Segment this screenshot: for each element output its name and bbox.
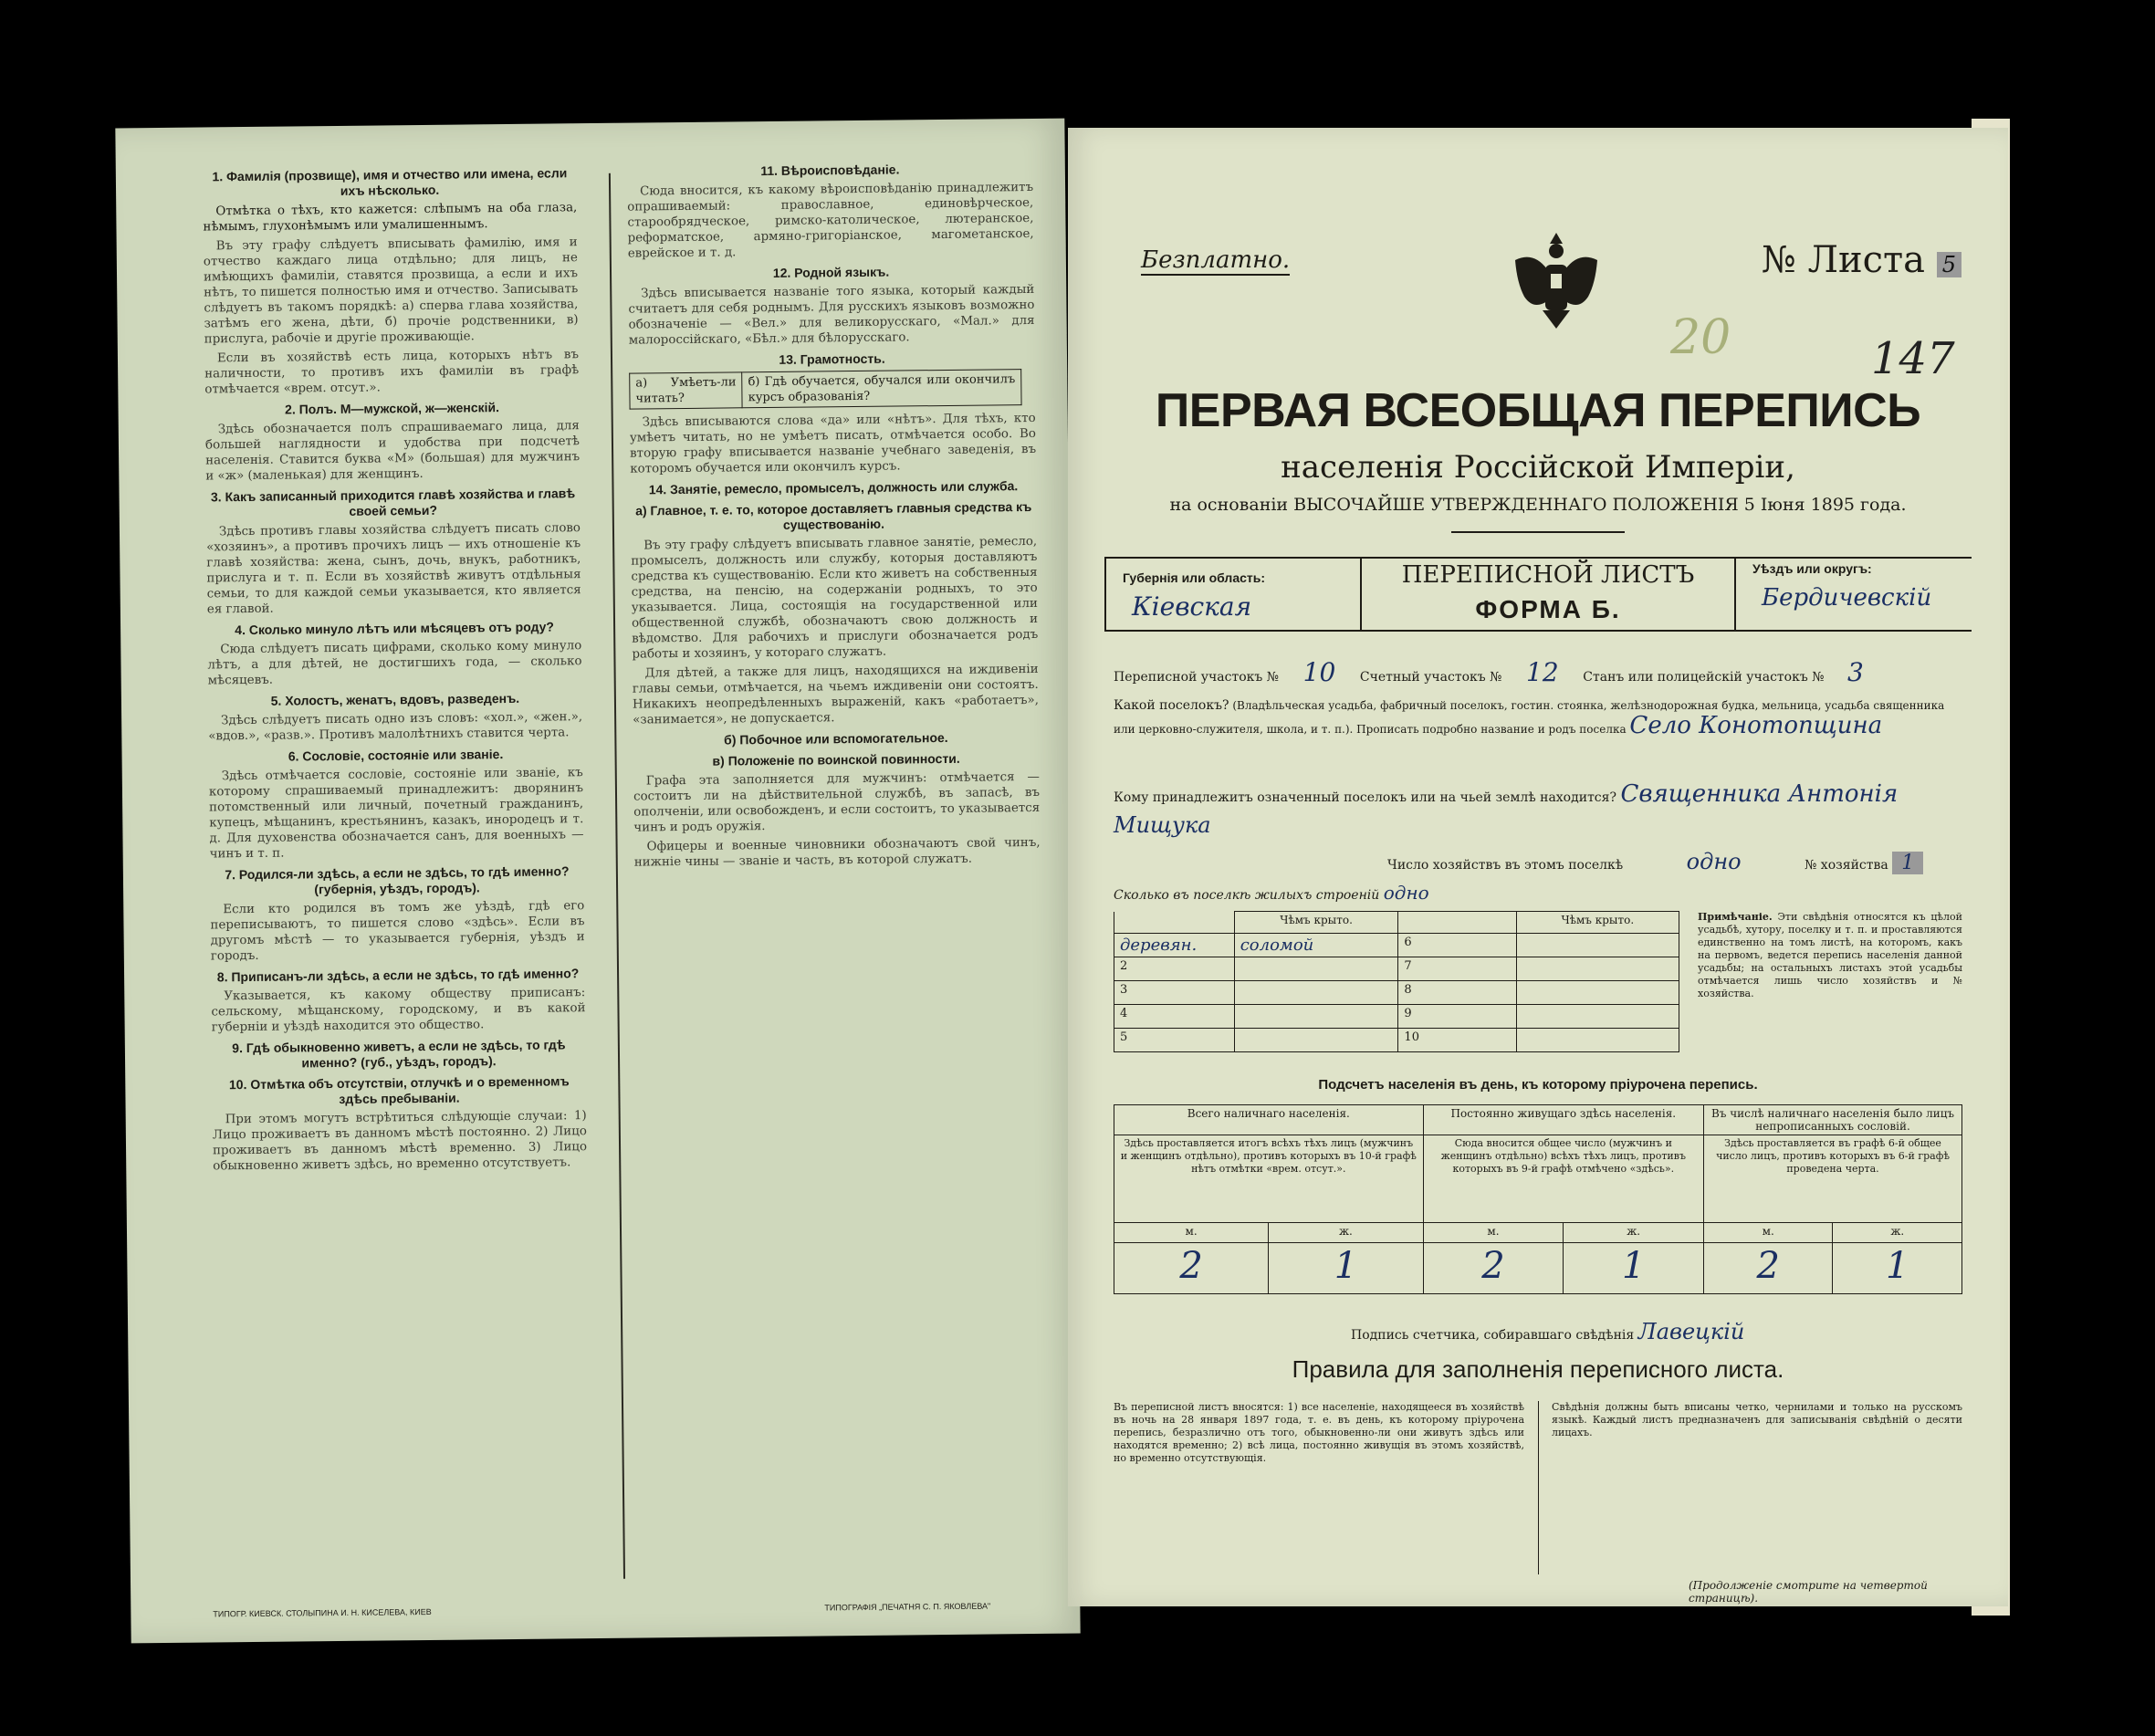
police-area-value: 3	[1846, 657, 1864, 687]
census-form-page	[1068, 128, 2008, 1606]
tally-value: 1	[1564, 1243, 1704, 1294]
bt-cell: 8	[1398, 981, 1516, 1005]
bt-head-roof: Чѣмъ крыто.	[1234, 912, 1398, 934]
province-label: Губернія или область:	[1123, 570, 1266, 585]
section-heading: 12. Родной языкъ.	[772, 264, 890, 280]
subhead-a: а) Умѣетъ-ли читать?	[630, 372, 743, 409]
section-heading: 14. Занятіе, ремесло, промыселъ, должность или служба.	[648, 478, 1019, 497]
free-label: Безплатно.	[1141, 246, 1291, 274]
instructions-column-left	[203, 160, 588, 1177]
precinct-value: 10	[1302, 657, 1336, 687]
bt-cell	[1234, 981, 1398, 1005]
continued-note: (Продолженіе смотрите на четвертой страницѣ).	[1689, 1579, 1928, 1605]
decree-line: на основаніи ВЫСОЧАЙШЕ УТВЕРЖДЕННАГО ПОЛОЖЕНІЯ 5 Іюня 1895 года.	[1169, 495, 1907, 515]
literacy-subheads	[629, 369, 1021, 410]
settlement-value: Село Конотопщина	[1629, 712, 1883, 739]
counter-signature-line	[1351, 1319, 1744, 1344]
bt-cell	[1516, 1029, 1679, 1052]
male-label: м.	[1704, 1223, 1833, 1243]
body-text: Здѣсь вписываются слова «да» или «нѣтъ». Для тѣхъ, кто умѣетъ читать, но не умѣетъ писать, отмѣчается особо. Во вторую графу вписывается названіе учебнаго заведенія, въ которомъ обучается или окончилъ курсъ.	[629, 411, 1037, 476]
section-heading: 6. Сословіе, состояніе или званіе.	[288, 747, 504, 764]
counter-signature: Лавецкій	[1637, 1319, 1745, 1344]
buildings-value: одно	[1383, 882, 1429, 904]
rule	[1104, 557, 1972, 559]
bt-head	[1114, 912, 1235, 934]
body-text: Здѣсь обозначается полъ спрашиваемаго лица, для большей наглядности и удобства при подсчетѣ населенія. Ставится буква «М» (большая) для мужчинъ и «ж» (маленькая) для женщинъ.	[204, 419, 581, 484]
tally-value: 2	[1423, 1243, 1564, 1294]
section-heading: а) Главное, т. е. то, которое доставляетъ главныя средства къ существованію.	[635, 499, 1032, 532]
bt-cell	[1234, 1029, 1398, 1052]
body-text: Сюда вносится, къ какому вѣроисповѣданію принадлежитъ опрашиваемый: православное, единовѣрческое, старообрядческое, римско-католическое, лютеранское, реформатское, армяно-григоріанское, магометанское, еврейское и т. д.	[627, 180, 1034, 261]
body-text: Офицеры и военные чиновники обозначаютъ свой чинъ, нижніе чины — званіе и часть, въ которой служатъ.	[633, 835, 1041, 870]
bt-head	[1398, 912, 1516, 934]
precinct-line	[1114, 657, 1883, 687]
rule	[1104, 557, 1106, 632]
bt-cell: 3	[1114, 981, 1235, 1005]
section-heading: в) Положеніе по воинской повинности.	[712, 750, 960, 769]
printer-imprint: ТИПОГР. КИЕВСК. СТОЛЫПИНА И. Н. КИСЕЛЕВА, КИЕВ	[213, 1606, 432, 1619]
settlement-line	[1114, 695, 1962, 739]
section-heading: 1. Фамилія (прозвище), имя и отчество или имена, если ихъ нѣсколько.	[212, 165, 568, 198]
bt-cell	[1114, 934, 1235, 957]
census-sheet-title: ПЕРЕПИСНОЙ ЛИСТЪ	[1401, 561, 1695, 589]
district-label: Уѣздъ или округъ:	[1752, 561, 1872, 576]
bt-cell: 9	[1398, 1005, 1516, 1029]
rules-text-right: Свѣдѣнія должны быть вписаны четко, чернилами и только на русскомъ языкѣ. Каждый листъ предназначенъ для записыванія свѣдѣній о десяти лицахъ.	[1552, 1401, 1962, 1438]
tally-text: Здѣсь проставляется итогъ всѣхъ тѣхъ лицъ (мужчинъ и женщинъ отдѣльно), противъ которыхъ въ 10-й графѣ нѣтъ отмѣтки «врем. отсут.».	[1114, 1135, 1424, 1223]
body-text: Указывается, къ какому обществу приписанъ: сельскому, мѣщанскому, городскому, и въ какой губерніи и уѣздѣ находится это общество.	[211, 986, 586, 1035]
section-heading: б) Побочное или вспомогательное.	[724, 729, 948, 748]
rule	[1734, 557, 1736, 632]
owner-value-cont: Мищука	[1114, 812, 1211, 838]
count-area-value: 12	[1526, 657, 1559, 687]
tally-text: Сюда вносится общее число (мужчинъ и женщинъ отдѣльно) всѣхъ тѣхъ лицъ, противъ которыхъ въ 9-й графѣ отмѣчено «здѣсь».	[1423, 1135, 1703, 1223]
section-heading: 10. Отмѣтка объ отсутствіи, отлучкѣ и о временномъ здѣсь пребываніи.	[228, 1073, 570, 1106]
sheet-number-text: № Листа	[1762, 239, 1925, 281]
body-text: Если кто родился въ томъ же уѣздѣ, гдѣ его переписываютъ, то пишется слово «здѣсь». Если въ другомъ мѣстѣ — то указывается губернія, уѣздъ и городъ.	[210, 899, 585, 964]
bt-cell	[1234, 934, 1398, 957]
settlement-hint: (Владѣльческая усадьба, фабричный поселокъ, гостин. стоянка, желѣзнодорожная будка, мельница, усадьба священника или церковно-служителя, школа, и т. п.). Прописать подробно название и родъ поселка	[1114, 699, 1945, 736]
counter-label: Подпись счетчика, собиравшаго свѣдѣнія	[1351, 1328, 1635, 1343]
tally-title: Подсчетъ населенія въ день, къ которому пріурочена перепись.	[1318, 1077, 1758, 1093]
bt-cell: 5	[1114, 1029, 1235, 1052]
instructions-column-right	[627, 155, 1041, 874]
sheet-number-value: 5	[1937, 252, 1961, 277]
count-area-label: Счетный участокъ №	[1359, 670, 1502, 685]
bt-cell: 7	[1398, 957, 1516, 981]
tally-head-unregistered: Въ числѣ наличнаго населенія было лицъ непрописанныхъ сословій.	[1704, 1105, 1962, 1135]
province-value: Кіевская	[1132, 591, 1252, 622]
bt-wall-value: деревян.	[1120, 936, 1198, 955]
section-heading: 13. Грамотность.	[779, 350, 885, 367]
households-value: одно	[1686, 849, 1742, 874]
bt-cell	[1234, 1005, 1398, 1029]
settlement-label: Какой поселокъ?	[1114, 698, 1229, 713]
buildings-table	[1114, 911, 1679, 1052]
tally-head-permanent: Постоянно живущаго здѣсь населенія.	[1423, 1105, 1703, 1135]
female-label: ж.	[1564, 1223, 1704, 1243]
rule	[1538, 1401, 1539, 1574]
tally-value: 1	[1269, 1243, 1423, 1294]
body-text: Здѣсь противъ главы хозяйства слѣдуетъ писать слово «хозяинъ», а противъ прочихъ лицъ — ихъ отношеніе къ главѣ хозяйства: жена, сынъ, дочь, внукъ, работникъ, прислуга и т. п. Если въ хозяйствѣ живутъ отдѣльныя семьи, то для каждой семьи указывается, кто является ея главой.	[206, 521, 581, 617]
owner-line	[1114, 780, 1962, 808]
handwritten-number: 147	[1871, 333, 1955, 384]
owner-label: Кому принадлежитъ означенный поселокъ или на чьей землѣ находится?	[1114, 790, 1616, 805]
printer-imprint: ТИПОГРАФІЯ „ПЕЧАТНЯ С. П. ЯКОВЛЕВА"	[824, 1601, 991, 1613]
section-heading: 7. Родился-ли здѣсь, а если не здѣсь, то гдѣ именно? (губернія, уѣздъ, городъ).	[225, 863, 570, 897]
imperial-eagle-emblem	[1506, 224, 1606, 333]
tally-head-total: Всего наличнаго населенія.	[1114, 1105, 1424, 1135]
body-text: Въ эту графу слѣдуетъ вписывать главное занятіе, ремесло, промыселъ, должность или службу, которыя доставляютъ средства къ существованію. Если кто живетъ на собственныя средства, на пенсію, на содержаніи родныхъ, то это указывается. Лица, состоящія на государственной или общественной службѣ, обозначаютъ свою должность и вѣдомство. Для рабочихъ и прислуги обозначается родъ работы и хозяинъ, у котораго служатъ.	[631, 534, 1039, 662]
form-frame	[1104, 173, 1972, 1605]
subtitle: населенія Россійской Имперіи,	[1281, 449, 1795, 486]
bt-cell	[1234, 957, 1398, 981]
body-text: При этомъ могутъ встрѣтиться слѣдующіе случаи: 1) Лицо проживаетъ въ данномъ мѣстѣ постоянно. 2) Лицо проживаетъ въ данномъ мѣстѣ временно. 3) Лицо обыкновенно живетъ здѣсь, но временно отсутствуетъ.	[212, 1109, 588, 1174]
subhead-b: б) Гдѣ обучается, обучался или окончилъ курсъ образованія?	[742, 370, 1021, 408]
section-note: Отмѣтка о тѣхъ, кто кажется: слѣпымъ на оба глаза, нѣмымъ, глухонѣмымъ или умалишеннымъ.	[203, 201, 578, 235]
rule	[1451, 531, 1625, 533]
page-title: ПЕРВАЯ ВСЕОБЩАЯ ПЕРЕПИСЬ	[1155, 384, 1921, 437]
form-label: ФОРМА Б.	[1475, 595, 1621, 623]
section-heading: 9. Гдѣ обыкновенно живетъ, а если не здѣсь, то гдѣ именно? (губ., уѣздъ, городъ).	[232, 1037, 566, 1071]
bt-cell	[1516, 934, 1679, 957]
bt-roof-value: соломой	[1240, 936, 1314, 955]
body-text: Если въ хозяйствѣ есть лица, которыхъ нѣтъ въ наличности, то противъ ихъ фамиліи въ графѣ отмѣчается «врем. отсут.».	[204, 348, 580, 397]
note-text: Эти свѣдѣнія относятся къ цѣлой усадьбѣ, хутору, поселку и т. п. и проставляются единственно на томъ листѣ, на которомъ, какъ на первомъ, ведется перепись населенія данной усадьбы; на остальныхъ листахъ этой усадьбы отмѣчается лишь число хозяйствъ и № хозяйства.	[1698, 911, 1962, 999]
buildings-line	[1114, 882, 1429, 904]
note-title: Примѣчаніе.	[1698, 911, 1773, 923]
bt-cell	[1516, 957, 1679, 981]
male-label: м.	[1423, 1223, 1564, 1243]
section-heading: 11. Вѣроисповѣданіе.	[760, 162, 900, 179]
body-text: Для дѣтей, а также для лицъ, находящихся на иждивеніи главы семьи, отмѣчается, на чьемъ иждивеніи они состоятъ. Никакихъ неопредѣленныхъ выраженій, какъ «работаетъ», «занимается», не допускается.	[632, 662, 1040, 727]
body-text: Сюда слѣдуетъ писать цифрами, сколько кому минуло лѣтъ, а для дѣтей, не достигшихъ года, — сколько мѣсяцевъ.	[207, 639, 582, 688]
tally-table	[1114, 1104, 1962, 1294]
owner-value: Священника Антонія	[1620, 780, 1899, 808]
bt-head-roof: Чѣмъ крыто.	[1516, 912, 1679, 934]
body-text: Здѣсь вписывается названіе того языка, который каждый считаетъ для себя роднымъ. Для русскихъ языковъ возможно обозначеніе — «Вел.» для великорусскаго, «Мал.» для малороссійскаго, «Бѣл.» для бѣлорусскаго.	[628, 282, 1035, 348]
bt-cell: 6	[1398, 934, 1516, 957]
section-heading: 8. Приписанъ-ли здѣсь, а если не здѣсь, то гдѣ именно?	[216, 966, 580, 985]
precinct-label: Переписной участокъ №	[1114, 670, 1279, 685]
note-block	[1698, 911, 1962, 1000]
column-divider	[609, 173, 625, 1579]
body-text: Графа эта заполняется для мужчинъ: отмѣчается — состоитъ ли на дѣйствительной службѣ, въ запасѣ, въ ополченіи, или освобожденъ, и если состоитъ, то указывается чинъ и родъ оружія.	[633, 769, 1041, 835]
female-label: ж.	[1833, 1223, 1962, 1243]
bt-cell: 10	[1398, 1029, 1516, 1052]
households-label: Число хозяйствъ въ этомъ поселкѣ	[1387, 858, 1624, 873]
bt-cell: 2	[1114, 957, 1235, 981]
rule	[1104, 630, 1972, 632]
sheet-number-label	[1762, 239, 1961, 281]
body-text: Здѣсь слѣдуетъ писать одно изъ словъ: «хол.», «жен.», «вдов.», «разв.». Противъ малолѣтнихъ ставится черта.	[208, 710, 583, 744]
tally-text: Здѣсь проставляется въ графѣ 6-й общее число лицъ, противъ которыхъ въ 6-й графѣ проведена черта.	[1704, 1135, 1962, 1223]
bt-cell: 4	[1114, 1005, 1235, 1029]
households-line	[1387, 849, 1923, 874]
tally-value: 2	[1704, 1243, 1833, 1294]
handwritten-number: 20	[1670, 310, 1731, 365]
police-area-label: Станъ или полицейскій участокъ №	[1583, 670, 1825, 685]
bt-cell	[1516, 981, 1679, 1005]
district-value: Бердичевскій	[1762, 584, 1932, 612]
bt-cell	[1516, 1005, 1679, 1029]
household-no-value: 1	[1892, 852, 1923, 874]
buildings-label: Сколько въ поселкѣ жилыхъ строеній	[1114, 888, 1380, 903]
male-label: м.	[1114, 1223, 1269, 1243]
tally-value: 1	[1833, 1243, 1962, 1294]
left-page	[115, 119, 1080, 1644]
body-text: Въ эту графу слѣдуетъ вписывать фамилію, имя и отчество каждаго лица отдѣльно; для лицъ, не имѣющихъ фамиліи, ставятся прозвища, а если и ихъ нѣтъ, то пишется полностью имя и отчество. Записывать слѣдуетъ въ такомъ порядкѣ: а) сперва глава хозяйства, затѣмъ его жена, дѣти, б) прочіе родственники, в) прислуга, рабочіе и другіе проживающіе.	[203, 235, 579, 347]
household-no-label: № хозяйства	[1805, 858, 1888, 873]
section-heading: 4. Сколько минуло лѣтъ или мѣсяцевъ отъ роду?	[235, 619, 555, 638]
section-heading: 5. Холостъ, женатъ, вдовъ, разведенъ.	[270, 690, 520, 708]
body-text: Здѣсь отмѣчается сословіе, состояніе или званіе, къ которому спрашиваемый принадлежитъ: дворянинъ потомственный или личный, почетный гражданинъ, купецъ, мѣщанинъ, крестьянинъ, казакъ, инородецъ и т. д. Для духовенства обозначается санъ, для военныхъ — чинъ и т. п.	[208, 766, 584, 862]
section-heading: 2. Полъ. М—мужской, ж—женскій.	[285, 400, 500, 417]
tally-value: 2	[1114, 1243, 1269, 1294]
rules-title: Правила для заполненія переписного листа.	[1292, 1355, 1784, 1383]
rules-text-left: Въ переписной листъ вносятся: 1) все населеніе, находящееся въ хозяйствѣ въ ночь на 28 января 1897 года, т. е. въ день, къ которому пріурочена перепись, безразлично отъ того, обыкновенно-ли они живутъ здѣсь или находятся временно; 2) всѣ лица, постоянно живущія въ этомъ хозяйствѣ, но временно отсутствующія.	[1114, 1401, 1524, 1464]
section-heading: 3. Какъ записанный приходится главѣ хозяйства и главѣ своей семьи?	[210, 486, 576, 518]
female-label: ж.	[1269, 1223, 1423, 1243]
